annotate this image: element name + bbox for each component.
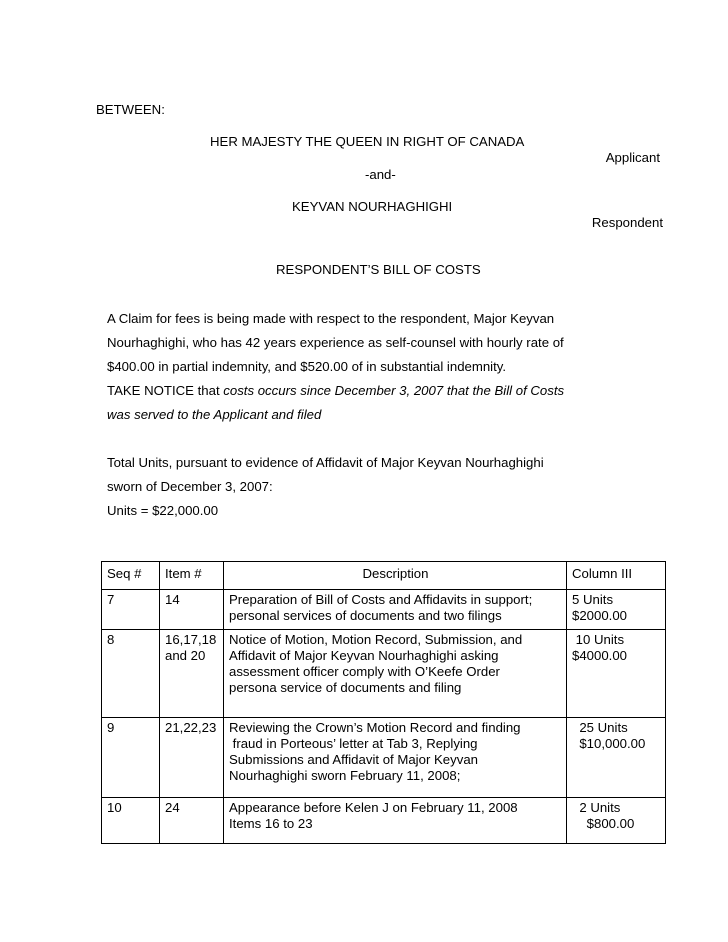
claim-paragraph	[107, 307, 627, 427]
units-line: Total Units, pursuant to evidence of Affidavit of Major Keyvan Nourhaghighi	[107, 455, 544, 470]
cell-amount	[567, 798, 666, 844]
cell-description-line: Nourhaghighi sworn February 11, 2008;	[229, 768, 461, 783]
cell-item	[160, 630, 224, 718]
cell-description	[224, 630, 567, 718]
bill-of-costs-table	[101, 561, 666, 844]
respondent-name: KEYVAN NOURHAGHIGHI	[292, 199, 453, 214]
cell-description-line: Preparation of Bill of Costs and Affidavits in support;	[229, 592, 533, 607]
cell-description-line: Appearance before Kelen J on February 11, 2008	[229, 800, 518, 815]
cell-amount-line: $2000.00	[572, 608, 628, 623]
cell-description	[224, 718, 567, 798]
table-row	[102, 590, 666, 630]
cell-amount-line: 2 Units	[572, 800, 621, 815]
cell-description-line: Notice of Motion, Motion Record, Submission, and	[229, 632, 523, 647]
units-paragraph	[107, 451, 627, 523]
cell-description-line: personal services of documents and two filings	[229, 608, 502, 623]
cell-seq-line: 10	[107, 800, 122, 815]
claim-line: A Claim for fees is being made with respect to the respondent, Major Keyvan	[107, 311, 555, 326]
cell-amount	[567, 630, 666, 718]
applicant-name: HER MAJESTY THE QUEEN IN RIGHT OF CANADA	[210, 134, 525, 149]
cell-seq-line: 9	[107, 720, 115, 735]
header-seq: Seq #	[102, 562, 160, 590]
cell-item-line: 14	[165, 592, 180, 607]
take-notice-line	[107, 403, 627, 427]
table-row	[102, 630, 666, 718]
header-column-iii: Column III	[567, 562, 666, 590]
table-row	[102, 718, 666, 798]
cell-item	[160, 590, 224, 630]
cell-seq	[102, 590, 160, 630]
cell-seq	[102, 630, 160, 718]
header-item: Item #	[160, 562, 224, 590]
cell-description	[224, 798, 567, 844]
units-line: sworn of December 3, 2007:	[107, 479, 273, 494]
cell-amount-line: 5 Units	[572, 592, 614, 607]
cell-amount	[567, 590, 666, 630]
applicant-role: Applicant	[605, 150, 660, 165]
take-notice-italic: costs occurs since December 3, 2007 that the Bill of Costs	[223, 383, 565, 398]
cell-amount-line: 25 Units	[572, 720, 628, 735]
cell-amount-line: $4000.00	[572, 648, 628, 663]
cell-item-line: 16,17,18	[165, 632, 217, 647]
take-notice-line	[107, 379, 627, 403]
claim-line: Nourhaghighi, who has 42 years experience as self-counsel with hourly rate of	[107, 335, 564, 350]
cell-description-line: assessment officer comply with O’Keefe Order	[229, 664, 500, 679]
cell-description	[224, 590, 567, 630]
and-separator: -and-	[365, 167, 396, 182]
units-total: Units = $22,000.00	[107, 503, 219, 518]
cell-seq-line: 7	[107, 592, 115, 607]
cell-description-line: Reviewing the Crown’s Motion Record and finding	[229, 720, 521, 735]
cell-description-line: Submissions and Affidavit of Major Keyvan	[229, 752, 478, 767]
cell-item-line: and 20	[165, 648, 206, 663]
cell-description-line: Items 16 to 23	[229, 816, 313, 831]
respondent-role: Respondent	[591, 215, 663, 230]
cell-amount-line: $800.00	[572, 816, 635, 831]
claim-line: $400.00 in partial indemnity, and $520.00 of in substantial indemnity.	[107, 359, 507, 374]
cell-item	[160, 798, 224, 844]
cell-description-line: persona service of documents and filing	[229, 680, 462, 695]
take-notice-italic: was served to the Applicant and filed	[107, 407, 322, 422]
cell-item	[160, 718, 224, 798]
cell-description-line: fraud in Porteous’ letter at Tab 3, Replying	[229, 736, 478, 751]
cell-seq	[102, 718, 160, 798]
cell-seq	[102, 798, 160, 844]
cell-seq-line: 8	[107, 632, 115, 647]
cell-item-line: 21,22,23	[165, 720, 217, 735]
cell-amount-line: 10 Units	[572, 632, 625, 647]
cell-amount-line: $10,000.00	[572, 736, 646, 751]
cell-item-line: 24	[165, 800, 180, 815]
cell-description-line: Affidavit of Major Keyvan Nourhaghighi asking	[229, 648, 499, 663]
header-description: Description	[224, 562, 567, 590]
document-title: RESPONDENT’S BILL OF COSTS	[276, 262, 481, 277]
table-row	[102, 798, 666, 844]
table-header-row	[102, 562, 666, 590]
cell-amount	[567, 718, 666, 798]
take-notice-prefix: TAKE NOTICE that	[107, 383, 224, 398]
between-label: BETWEEN:	[96, 102, 165, 117]
